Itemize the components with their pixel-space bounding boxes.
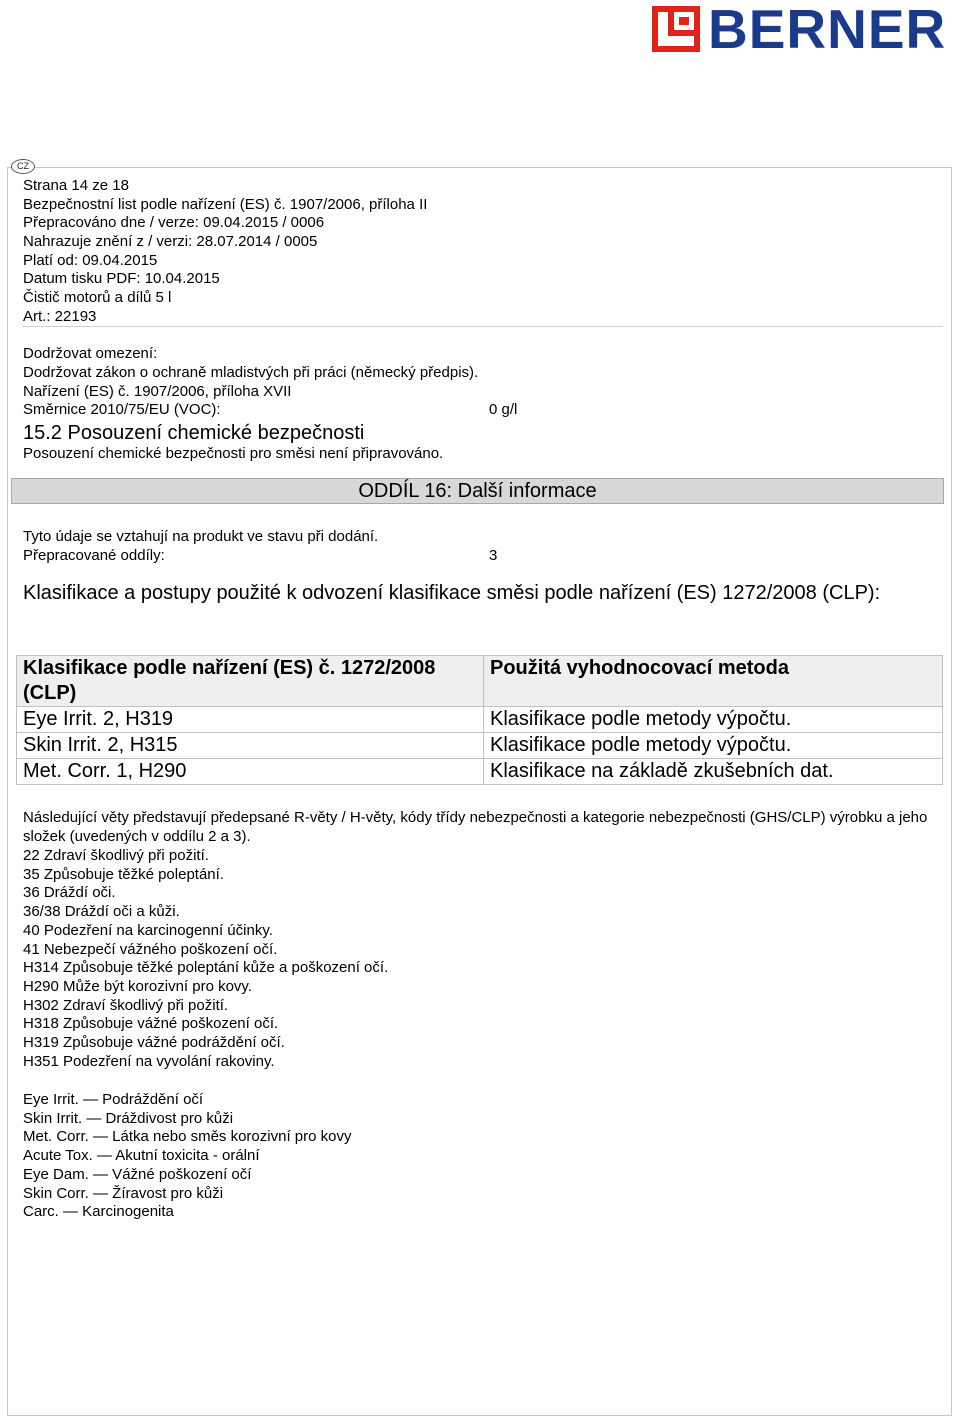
list-item: H318 Způsobuje vážné poškození očí. xyxy=(23,1015,279,1033)
revised-sections-value: 3 xyxy=(489,547,498,564)
table-header-row xyxy=(17,656,943,707)
list-item: 35 Způsobuje těžké poleptání. xyxy=(23,865,224,883)
list-item: H290 Může být korozivní pro kovy. xyxy=(23,977,252,995)
list-item: 36/38 Dráždí oči a kůži. xyxy=(23,903,180,921)
table-header-classification: Klasifikace podle nařízení (ES) č. 1272/2008 (CLP) xyxy=(17,656,484,707)
list-item: Eye Irrit. — Podráždění očí xyxy=(23,1091,204,1108)
page-number: Strana 14 ze 18 xyxy=(23,177,129,194)
list-item: Acute Tox. — Akutní toxicita - orální xyxy=(23,1147,260,1165)
sds-regulation: Bezpečnostní list podle nařízení (ES) č. 1907/2006, příloha II xyxy=(23,196,428,213)
list-item: H319 Způsobuje vážné podráždění očí. xyxy=(23,1034,285,1052)
subsection-15-2-text: Posouzení chemické bezpečnosti pro směsi není připravováno. xyxy=(23,445,444,462)
voc-value: 0 g/l xyxy=(489,401,518,418)
section-16-title: ODDÍL 16: Další informace xyxy=(11,478,944,504)
table-row xyxy=(17,733,943,759)
classification-table xyxy=(16,655,943,785)
list-item: Skin Irrit. — Dráždivost pro kůži xyxy=(23,1109,234,1127)
berner-logo xyxy=(650,0,955,60)
list-item: H314 Způsobuje těžké poleptání kůže a poškození očí. xyxy=(23,959,389,977)
reach-annex-xvii: Nařízení (ES) č. 1907/2006, příloha XVII xyxy=(23,383,292,400)
pdf-print-date: Datum tisku PDF: 10.04.2015 xyxy=(23,270,220,287)
header-divider xyxy=(22,326,943,327)
delivery-state-note: Tyto údaje se vztahují na produkt ve stavu při dodání. xyxy=(23,528,379,545)
berner-wordmark: BERNER xyxy=(708,0,947,60)
table-cell-classification: Met. Corr. 1, H290 xyxy=(17,759,484,785)
list-item: 36 Dráždí oči. xyxy=(23,884,116,902)
revised-sections-label: Přepracované oddíly: xyxy=(23,547,165,564)
table-cell-method: Klasifikace na základě zkušebních dat. xyxy=(484,759,943,785)
voc-label: Směrnice 2010/75/EU (VOC): xyxy=(23,401,221,418)
table-header-method: Použitá vyhodnocovací metoda xyxy=(484,656,943,707)
restrictions-label: Dodržovat omezení: xyxy=(23,345,158,362)
revision-date: Přepracováno dne / verze: 09.04.2015 / 0006 xyxy=(23,214,325,231)
phrases-intro: Následující věty představují předepsané R-věty / H-věty, kódy třídy nebezpečnosti a kategorie nebezpečnosti (GHS/CLP) výrobku a jeho složek (uvedených v oddílu 2 a 3). xyxy=(23,809,928,845)
subsection-15-2-title: 15.2 Posouzení chemické bezpečnosti xyxy=(23,422,365,444)
hazard-phrases-list xyxy=(23,847,388,1071)
abbreviations-list xyxy=(23,1091,351,1222)
list-item: H351 Podezření na vyvolání rakoviny. xyxy=(23,1052,275,1070)
list-item: 41 Nebezpečí vážného poškození očí. xyxy=(23,940,278,958)
list-item: 40 Podezření na karcinogenní účinky. xyxy=(23,921,273,939)
country-code-badge: CZ xyxy=(11,159,35,174)
list-item: Met. Corr. — Látka nebo směs korozivní pro kovy xyxy=(23,1128,352,1146)
supersedes-version: Nahrazuje znění z / verzi: 28.07.2014 / 0005 xyxy=(23,233,318,250)
list-item: H302 Zdraví škodlivý při požití. xyxy=(23,996,229,1014)
table-row xyxy=(17,707,943,733)
product-name: Čistič motorů a dílů 5 l xyxy=(23,289,172,306)
list-item: Skin Corr. — Žíravost pro kůži xyxy=(23,1184,224,1202)
table-cell-method: Klasifikace podle metody výpočtu. xyxy=(484,707,943,733)
berner-logo-mark-icon xyxy=(652,6,700,52)
youth-protection-note: Dodržovat zákon o ochraně mladistvých při práci (německý předpis). xyxy=(23,364,479,381)
valid-from: Platí od: 09.04.2015 xyxy=(23,252,158,269)
article-number: Art.: 22193 xyxy=(23,308,97,325)
table-row xyxy=(17,759,943,785)
list-item: Carc. — Karcinogenita xyxy=(23,1203,174,1221)
table-cell-method: Klasifikace podle metody výpočtu. xyxy=(484,733,943,759)
table-cell-classification: Eye Irrit. 2, H319 xyxy=(17,707,484,733)
list-item: Eye Dam. — Vážné poškození očí xyxy=(23,1165,252,1183)
classification-intro: Klasifikace a postupy použité k odvození klasifikace směsi podle nařízení (ES) 1272/2008 (CLP): xyxy=(23,582,881,604)
list-item: 22 Zdraví škodlivý při požití. xyxy=(23,847,209,864)
table-cell-classification: Skin Irrit. 2, H315 xyxy=(17,733,484,759)
